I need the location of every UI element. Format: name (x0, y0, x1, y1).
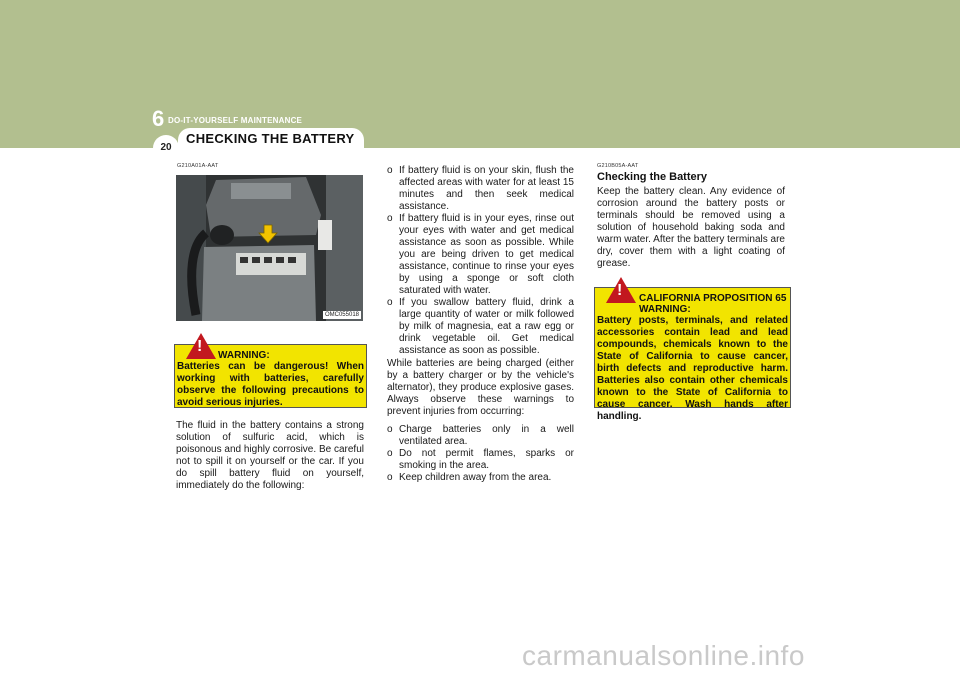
right-paragraph: Keep the battery clean. Any evidence of corrosion around the battery posts or terminals should be removed using a solution of household baking soda and warm water. After the battery terminals are dry, cover them with a light coating of grease. (597, 186, 785, 269)
prop65-warning-body: Battery posts, terminals, and related accessories contain lead and lead compounds, chemicals known to the State of California to cause cancer, birth defects and reproductive harm. Batteries also contain other chemicals known to the State of California to cause cancer. Wash hands after handling. (597, 315, 788, 422)
watermark: carmanualsonline.info (522, 640, 805, 671)
prop65-warning-box (594, 282, 791, 422)
left-warning-box (174, 338, 367, 408)
list-item: o If battery fluid is on your skin, flush the affected areas with water for at least 15 minutes and then seek medical assistance. (387, 165, 574, 212)
list-item: o If battery fluid is in your eyes, rinse out your eyes with water and get medical assistance as soon as possible. While you are being driven to get medical assistance, continue to rinse your eyes by using a sponge or soft cloth saturated with water. (387, 213, 574, 296)
first-aid-list (387, 165, 574, 357)
section-subheading: Checking the Battery (597, 171, 708, 183)
list-item: o If you swallow battery fluid, drink a large quantity of water or milk followed by milk of magnesia, eat a raw egg or drink vegetable oil. Get medical assistance as soon as possible. (387, 297, 574, 356)
left-warning-body: Batteries can be dangerous! When working with batteries, carefully observe the following precautions to avoid serious injuries. (177, 361, 364, 408)
prop65-title-line2: WARNING: (639, 304, 691, 315)
left-warning-title: WARNING: (218, 350, 270, 361)
section-title: CHECKING THE BATTERY (186, 131, 355, 146)
list-item: o Keep children away from the area. (387, 472, 552, 483)
list-item: o Charge batteries only in a well ventilated area. (387, 424, 574, 447)
bullet: o (387, 448, 393, 459)
middle-paragraph: While batteries are being charged (either by a battery charger or by the vehicle's alternator), they produce explosive gases. Always observe these warnings to prevent injuries from occurring: (387, 358, 574, 417)
bullet: o (387, 424, 393, 435)
right-code: G210B05A-AAT (597, 163, 639, 169)
bullet: o (387, 165, 393, 176)
left-code: G210A01A-AAT (177, 163, 219, 169)
list-item: o Do not permit flames, sparks or smoking in the area. (387, 448, 574, 471)
warning-triangle-icon: ! (186, 333, 216, 359)
bullet: o (387, 297, 393, 308)
prop65-title-line1: CALIFORNIA PROPOSITION 65 (639, 293, 787, 304)
photo-code: OMC055018 (324, 312, 359, 318)
chapter-title: DO-IT-YOURSELF MAINTENANCE (168, 116, 303, 125)
chapter-number: 6 (152, 106, 165, 131)
bullet: o (387, 213, 393, 224)
page-number: 20 (153, 135, 179, 161)
battery-photo (176, 175, 363, 321)
bullet: o (387, 472, 393, 483)
left-paragraph: The fluid in the battery contains a strong solution of sulfuric acid, which is poisonous and highly corrosive. Be careful not to spill it on yourself or the car. If you do spill battery fluid on yourself, immediately do the following: (176, 420, 364, 491)
header-band (0, 0, 960, 148)
warning-triangle-icon: ! (606, 277, 636, 303)
charging-list (387, 424, 574, 484)
battery-illustration (176, 175, 363, 321)
